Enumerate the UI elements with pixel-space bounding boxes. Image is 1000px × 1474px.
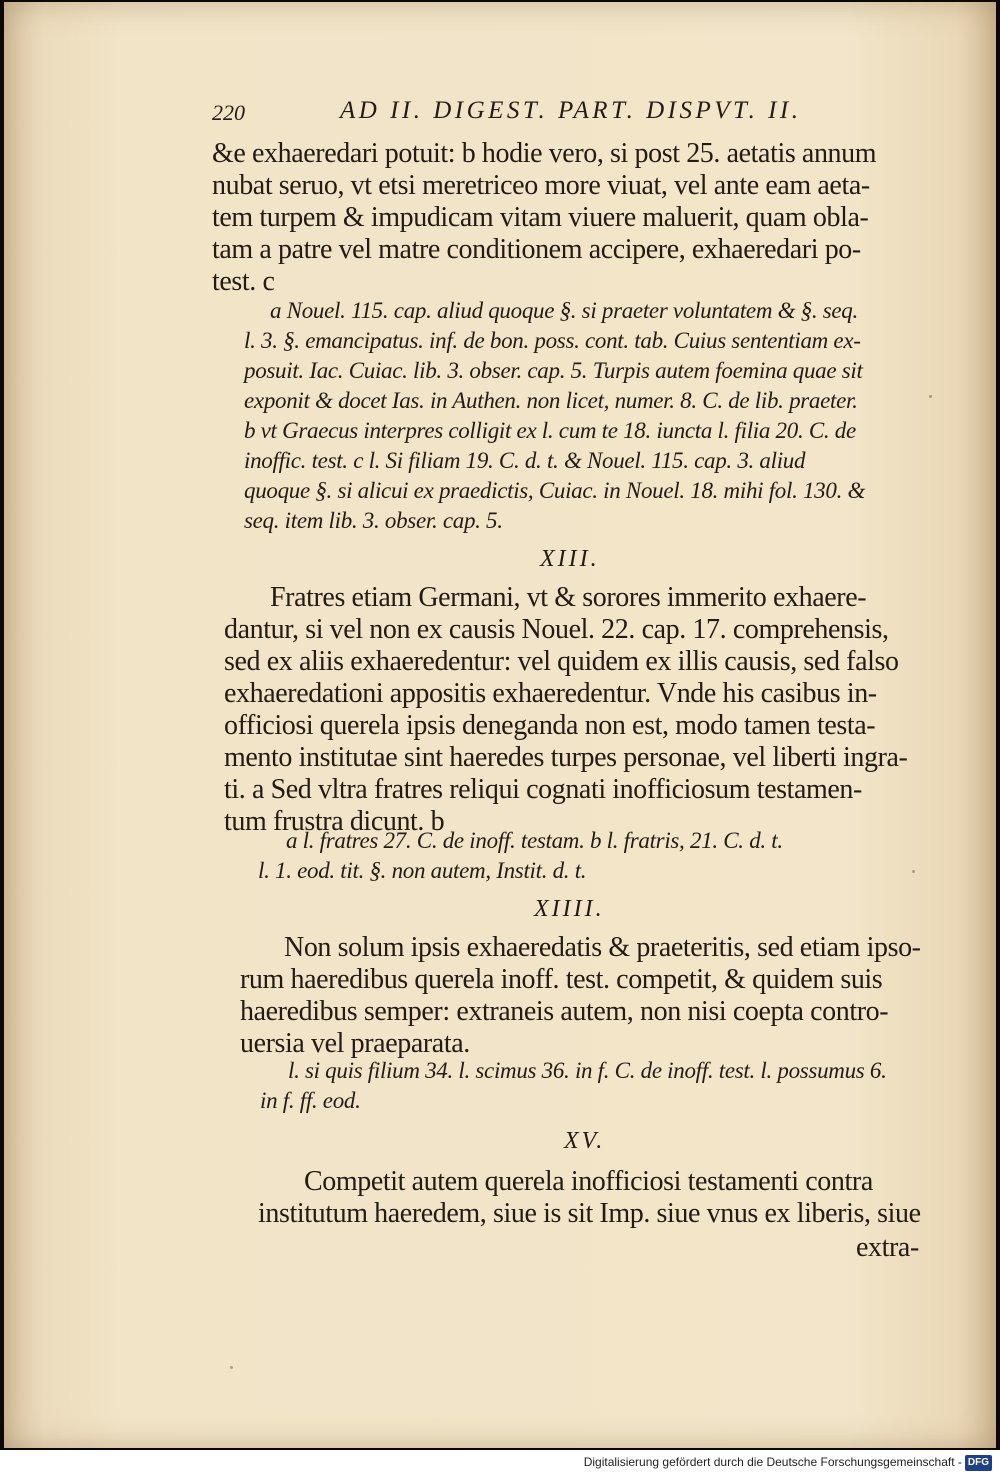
text-line: &e exhaeredari potuit: b hodie vero, si post 25. aetatis annum [212, 138, 877, 169]
dfg-logo-icon: DFG [965, 1455, 992, 1471]
text-line: uersia vel praeparata. [240, 1028, 470, 1059]
note-line: a l. fratres 27. C. de inoff. testam. b l. fratris, 21. C. d. t. [286, 828, 783, 853]
note-line: seq. item lib. 3. obser. cap. 5. [244, 508, 503, 533]
text-line: tem turpem & impudicam vitam viuere maluerit, quam obla- [212, 202, 869, 233]
text-line: dantur, si vel non ex causis Nouel. 22. cap. 17. comprehensis, [224, 614, 889, 645]
paper-speck [912, 870, 915, 873]
paper-speck [230, 1366, 233, 1369]
text-line: Non solum ipsis exhaeredatis & praeteritis, sed etiam ipso- [284, 932, 921, 963]
text-line: sed ex aliis exhaeredentur: vel quidem ex illis causis, sed falso [224, 646, 899, 677]
note-line: inoffic. test. c l. Si filiam 19. C. d. t. & Nouel. 115. cap. 3. aliud [244, 448, 806, 473]
text-line: Fratres etiam Germani, vt & sorores immerito exhaere- [270, 582, 867, 613]
note-line: l. 3. §. emancipatus. inf. de bon. poss. cont. tab. Cuius sententiam ex- [244, 328, 861, 353]
section-heading-xv: XV. [564, 1128, 606, 1154]
catchword: extra- [856, 1232, 919, 1263]
book-page [4, 2, 996, 1448]
section-heading-xiiii: XIIII. [534, 896, 605, 922]
text-line: ti. a Sed vltra fratres reliqui cognati inofficiosum testamen- [224, 774, 862, 805]
footer-text: Digitalisierung gefördert durch die Deutsche Forschungsgemeinschaft - [583, 1455, 962, 1469]
note-line: quoque §. si alicui ex praedictis, Cuiac. in Nouel. 18. mihi fol. 130. & [244, 478, 866, 503]
text-line: test. c [212, 266, 275, 297]
page-number: 220 [212, 100, 245, 125]
note-line: l. si quis filium 34. l. scimus 36. in f. C. de inoff. test. l. possumus 6. [288, 1058, 887, 1083]
text-line: exhaeredationi appositis exhaeredentur. Vnde his casibus in- [224, 678, 877, 709]
note-line: posuit. Iac. Cuiac. lib. 3. obser. cap. 5. Turpis autem foemina quae sit [244, 358, 863, 383]
note-line: exponit & docet Ias. in Authen. non licet, numer. 8. C. de lib. praeter. [244, 388, 858, 413]
text-line: mento institutae sint haeredes turpes personae, vel liberti ingra- [224, 742, 908, 773]
running-head: AD II. DIGEST. PART. DISPVT. II. [340, 97, 802, 124]
note-line: l. 1. eod. tit. §. non autem, Instit. d. t. [258, 858, 587, 883]
text-line: Competit autem querela inofficiosi testamenti contra [304, 1166, 873, 1197]
text-line: rum haeredibus querela inoff. test. competit, & quidem suis [240, 964, 883, 995]
note-line: a Nouel. 115. cap. aliud quoque §. si praeter voluntatem & §. seq. [270, 298, 858, 323]
digitization-footer [0, 1450, 1000, 1474]
text-line: institutum haeredem, siue is sit Imp. siue vnus ex liberis, siue [258, 1198, 921, 1229]
note-line: b vt Graecus interpres colligit ex l. cum te 18. iuncta l. filia 20. C. de [244, 418, 856, 443]
note-line: in f. ff. eod. [260, 1088, 361, 1113]
text-line: tam a patre vel matre conditionem accipere, exhaeredari po- [212, 234, 861, 265]
text-line: officiosi querela ipsis deneganda non est, modo tamen testa- [224, 710, 876, 741]
text-line: tum frustra dicunt. b [224, 806, 445, 837]
text-line: haeredibus semper: extraneis autem, non nisi coepta contro- [240, 996, 889, 1027]
text-line: nubat seruo, vt etsi meretriceo more viuat, vel ante eam aeta- [212, 170, 870, 201]
section-heading-xiii: XIII. [540, 546, 600, 572]
paper-speck [929, 395, 932, 398]
